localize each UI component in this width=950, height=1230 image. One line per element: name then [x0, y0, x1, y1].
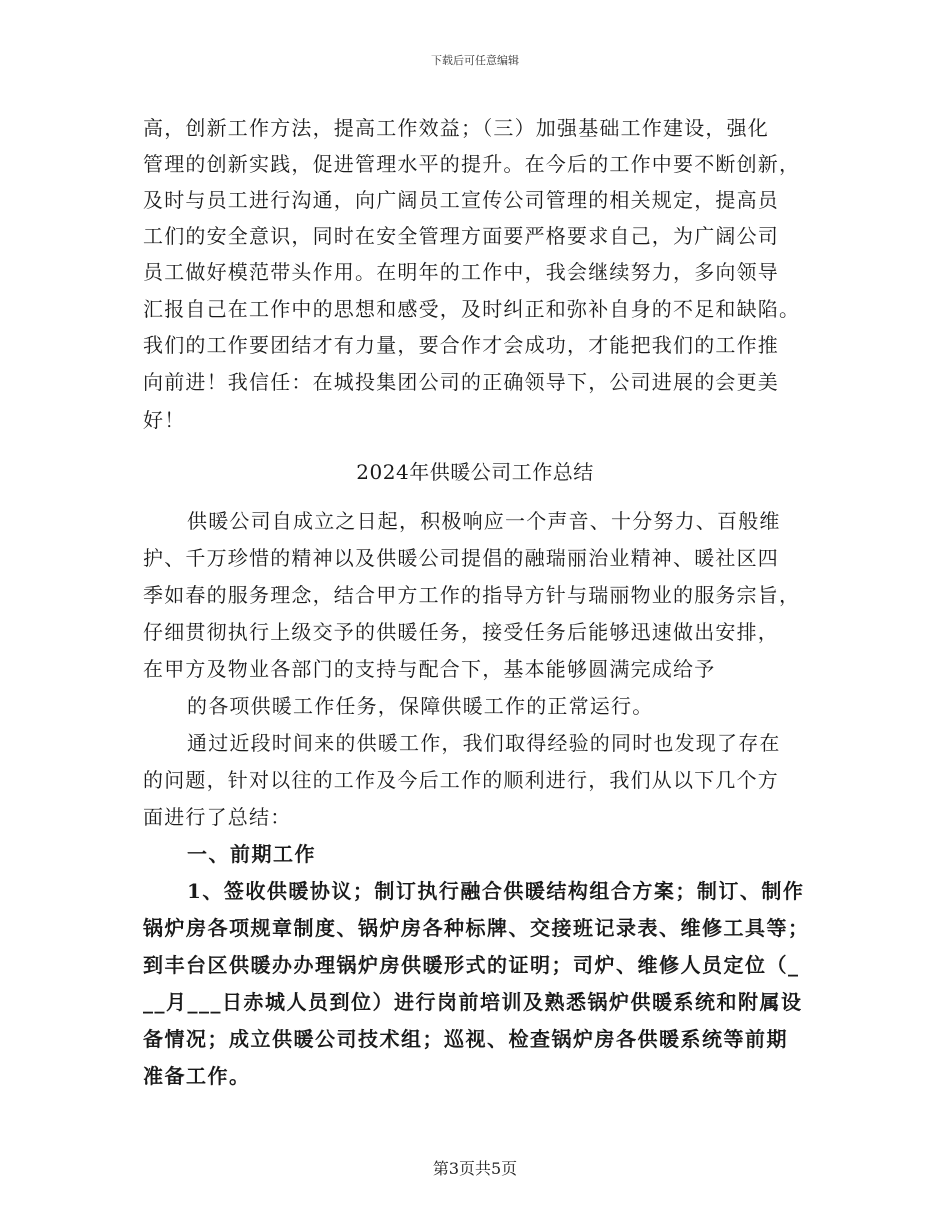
- text-line: 及时与员工进行沟通，向广阔员工宣传公司管理的相关规定，提高员: [143, 188, 779, 212]
- text-line: 通过近段时间来的供暖工作，我们取得经验的同时也发现了存在: [187, 731, 781, 755]
- text-line: 仔细贯彻执行上级交予的供暖任务，接受任务后能够迅速做出安排，: [143, 620, 779, 644]
- text-line: 1、签收供暖协议；制订执行融合供暖结构组合方案；制订、制作: [187, 879, 805, 903]
- text-line: 管理的创新实践，促进管理水平的提升。在今后的工作中要不断创新，: [143, 152, 801, 176]
- text-line: 我们的工作要团结才有力量，要合作才会成功，才能把我们的工作推: [143, 333, 779, 357]
- text-line: 到丰台区供暖办办理锅炉房供暖形式的证明；司炉、维修人员定位（_: [143, 953, 800, 977]
- subheading: 一、前期工作: [187, 842, 316, 866]
- text-line: 汇报自己在工作中的思想和感受，及时纠正和弥补自身的不足和缺陷。: [143, 297, 801, 321]
- text-line: 季如春的服务理念，结合甲方工作的指导方针与瑞丽物业的服务宗旨，: [143, 583, 801, 607]
- text-line: 护、千万珍惜的精神以及供暖公司提倡的融瑞丽治业精神、暖社区四: [143, 546, 779, 570]
- text-line: 的各项供暖工作任务，保障供暖工作的正常运行。: [187, 694, 654, 718]
- text-line: 高，创新工作方法，提高工作效益；（三）加强基础工作建设，强化: [143, 116, 769, 140]
- text-line: 准备工作。: [143, 1064, 251, 1088]
- text-line: 的问题，针对以往的工作及今后工作的顺利进行，我们从以下几个方: [143, 768, 779, 792]
- text-line: 工们的安全意识，同时在安全管理方面要严格要求自己，为广阔公司: [143, 224, 779, 248]
- text-line: __月___日赤城人员到位）进行岗前培训及熟悉锅炉供暖系统和附属设: [143, 990, 803, 1014]
- text-line: 面进行了总结：: [143, 805, 292, 829]
- text-line: 在甲方及物业各部门的支持与配合下，基本能够圆满完成给予: [143, 657, 716, 681]
- text-line: 备情况；成立供暖公司技术组；巡视、检查锅炉房各供暖系统等前期: [143, 1027, 788, 1051]
- page-number: 第3页共5页: [432, 1159, 518, 1178]
- section-title: 2024年供暖公司工作总结: [356, 460, 594, 484]
- text-line: 锅炉房各项规章制度、锅炉房各种标牌、交接班记录表、维修工具等；: [143, 916, 810, 940]
- text-line: 供暖公司自成立之日起，积极响应一个声音、十分努力、百般维: [187, 509, 781, 533]
- text-line: 员工做好模范带头作用。在明年的工作中，我会继续努力，多向领导: [143, 260, 779, 284]
- header-note: 下载后可任意编辑: [431, 54, 519, 67]
- text-line: 向前进！我信任：在城投集团公司的正确领导下，公司进展的会更美: [143, 370, 779, 394]
- text-line: 好！: [143, 408, 186, 432]
